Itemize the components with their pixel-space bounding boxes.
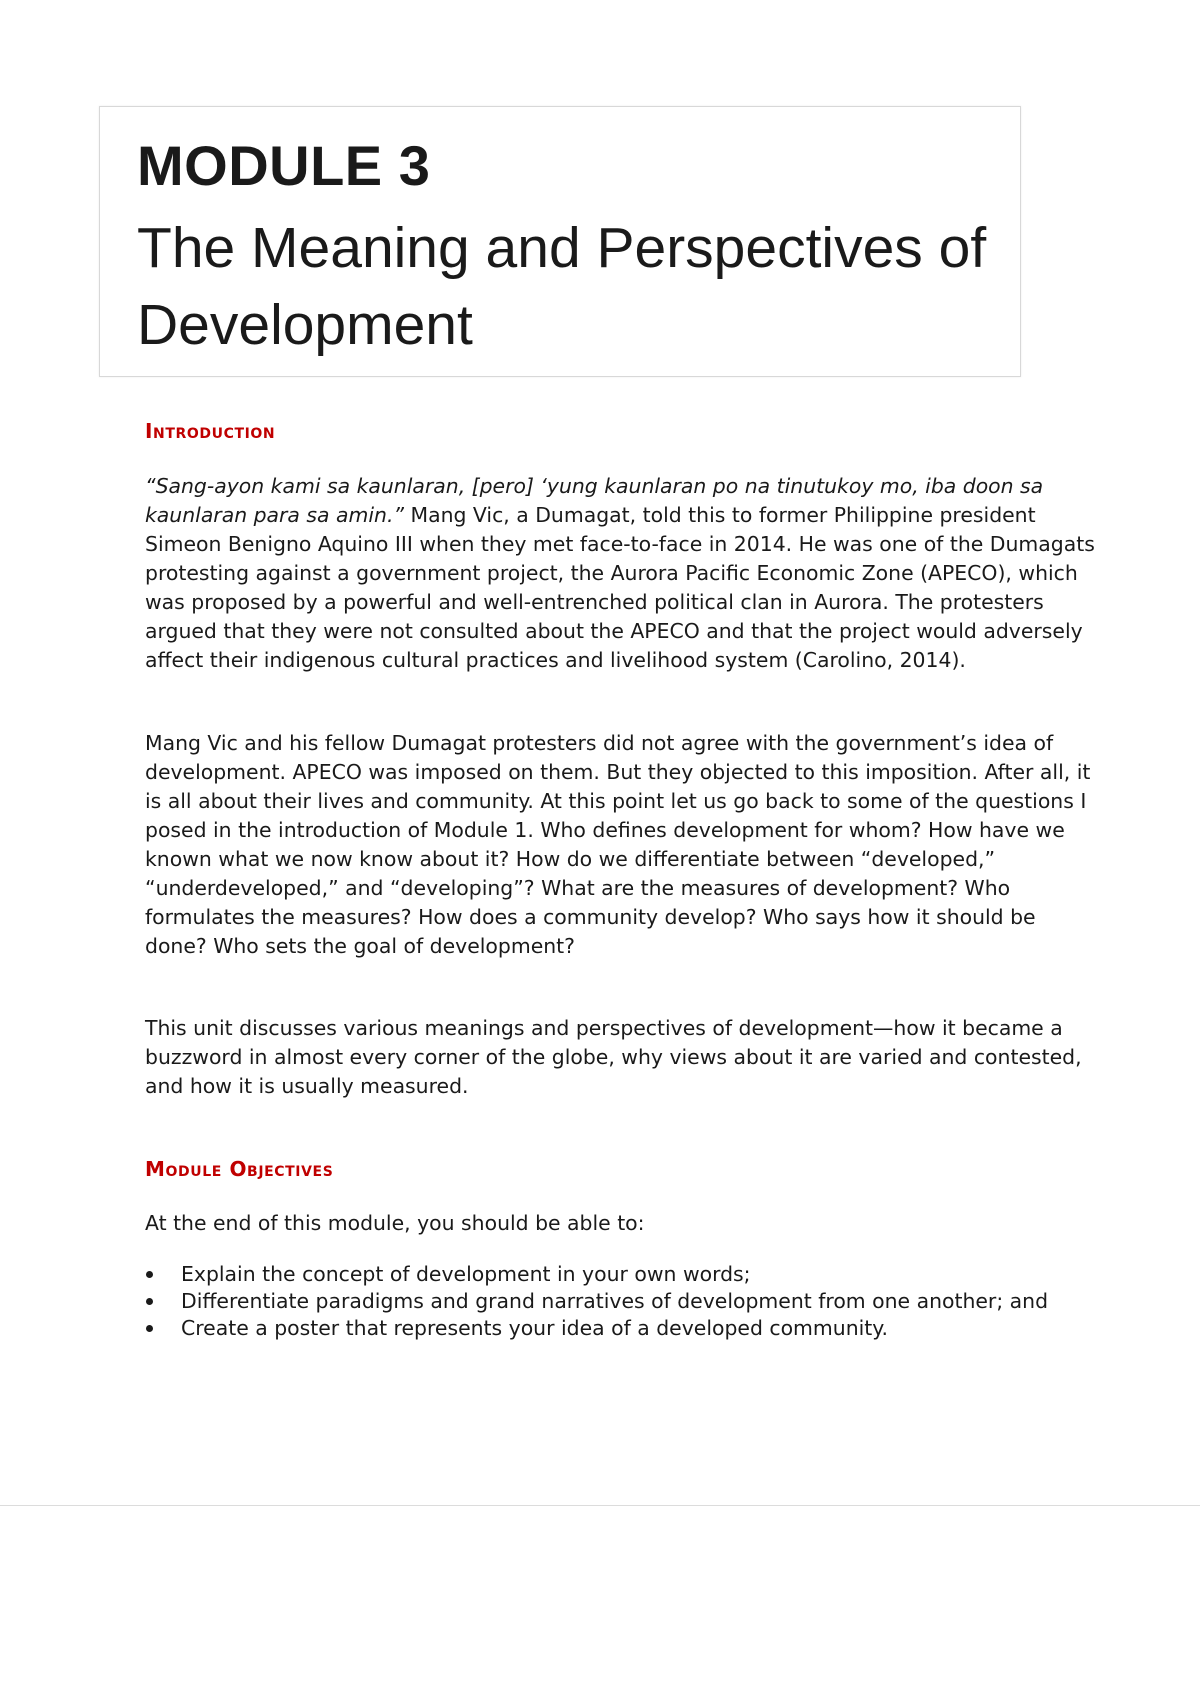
objective-text: Differentiate paradigms and grand narratives of development from one another; and — [181, 1289, 1049, 1313]
module-title: The Meaning and Perspectives of Development — [137, 216, 987, 357]
introduction-paragraph-3: This unit discusses various meanings and perspectives of development—how it became a buzzword in almost every corner of the globe, why views about it are varied and contested, and how it is usually measured. — [145, 1016, 1082, 1098]
objectives-list — [145, 1261, 1100, 1342]
objective-text: Explain the concept of development in your own words; — [181, 1262, 751, 1286]
list-item — [145, 1288, 1100, 1315]
dumagat-quote: “Sang-ayon kami sa kaunlaran, [pero] ‘yung kaunlaran po na tinutukoy mo, iba doon sa kaunlaran para sa amin.” — [145, 474, 1044, 527]
module-number: MODULE 3 — [137, 134, 431, 197]
bullet-icon — [146, 1271, 153, 1278]
bullet-icon — [146, 1325, 153, 1332]
introduction-paragraph-1 — [145, 472, 1100, 675]
introduction-heading: Introduction — [145, 419, 276, 443]
module-objectives-heading: Module Objectives — [145, 1157, 334, 1181]
objectives-lead: At the end of this module, you should be able to: — [145, 1211, 645, 1235]
introduction-paragraph-1-text: Mang Vic, a Dumagat, told this to former Philippine president Simeon Benigno Aquino III when they met face-to-face in 2014. He was one of the Dumagats protesting against a government project, the Aurora Pacific Economic Zone (APECO), which was proposed by a powerful and well-entrenched political clan in Aurora. The protesters argued that they were not consulted about the APECO and that the project would adversely affect their indigenous cultural practices and livelihood system (Carolino, 2014). — [145, 503, 1095, 672]
list-item — [145, 1261, 1100, 1288]
introduction-paragraph-2: Mang Vic and his fellow Dumagat protesters did not agree with the government’s idea of development. APECO was imposed on them. But they objected to this imposition. After all, it is all about their lives and community. At this point let us go back to some of the questions I posed in the introduction of Module 1. Who defines development for whom? How have we known what we now know about it? How do we differentiate between “developed,” “underdeveloped,” and “developing”? What are the measures of development? Who formulates the measures? How does a community develop? Who says how it should be done? Who sets the goal of development? — [145, 731, 1091, 958]
objective-text: Create a poster that represents your idea of a developed community. — [181, 1316, 888, 1340]
bullet-icon — [146, 1298, 153, 1305]
page-divider — [0, 1505, 1200, 1506]
list-item — [145, 1315, 1100, 1342]
